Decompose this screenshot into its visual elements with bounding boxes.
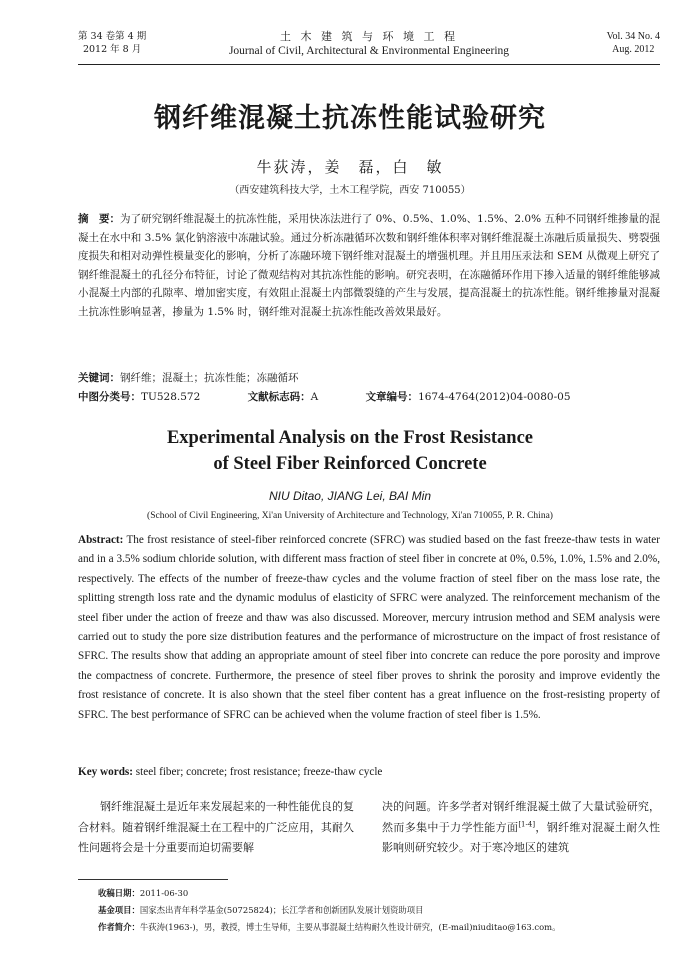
- keywords-en-text: steel fiber; concrete; frost resistance; freeze-thaw cycle: [135, 766, 383, 778]
- footnote-author: [98, 919, 670, 936]
- keywords-cn-text: 钢纤维；混凝土；抗冻性能；冻融循环: [120, 372, 299, 384]
- paper-title-en-line1: Experimental Analysis on the Frost Resistance: [166, 428, 534, 448]
- footnote-divider: [78, 879, 228, 880]
- header-divider: [78, 64, 660, 65]
- header-volume-en: Vol. 34 No. 4: [606, 31, 660, 42]
- header-issue-en: [607, 30, 660, 56]
- citation-ref: [1-4]: [518, 819, 536, 828]
- received-value: 2011-06-30: [139, 888, 189, 898]
- keywords-en: [78, 763, 660, 782]
- fund-value: 国家杰出青年科学基金(50725824)；长江学者和创新团队发展计划资助项目: [139, 905, 424, 915]
- footnote-fund: [98, 902, 670, 919]
- body-column-right: [382, 797, 660, 859]
- header-journal-name: [188, 30, 550, 58]
- abstract-en-text: The frost resistance of steel-fiber reinforced concrete (SFRC) was studied based on the fast freeze-thaw tests in water and in a 3.5% sodium chloride solution, with different mass fraction of steel fiber in concrete at 0%, 0.5%, 1.0%, 1.5% and 2.0%, respectively. The effects of the number of freeze-thaw cycles and the volume fraction of steel fiber on the mass lose rate, the splitting strength loss rate and the dynamic modulus of elasticity of SFRC were analyzed. The reinforcement mechanism of the steel fiber under the action of freeze and thaw was also discussed. Moreover, mercury intrusion method and SEM analysis were carried out to study the pore size distribution features and the performance of microstructure on the impact of frost resistance of SFRC. The results show that adding an appropriate amount of steel fiber into concrete can reduce the pore porosity and improve the compactness of concrete. Furthermore, the presence of steel fiber proves to shrink the porosity and improve evidently the frost resistance of concrete. It is also shown that the steel fiber content has a great influence on the frost-resisting property of SFRC. The best performance of SFRC can be achieved when the volume fraction of steel fiber is 1.5%.: [78, 534, 660, 721]
- fund-label: 基金项目：: [98, 905, 140, 915]
- body-column-left: 钢纤维混凝土是近年来发展起来的一种性能优良的复合材料。随着钢纤维混凝土在工程中的广泛应用，其耐久性问题将会是十分重要而迫切需要解: [78, 800, 354, 854]
- authors-cn: 牛荻涛，姜 磊，白 敏: [256, 158, 444, 176]
- body-right-text-1: 决的问题。许多学者对钢纤维混凝土做了大量试验研究，然而多集中于力学性能方面: [382, 800, 660, 834]
- running-header: [78, 30, 660, 66]
- keywords-en-label: Key words:: [78, 766, 133, 778]
- author-bio-value: 牛荻涛(1963-)，男，教授，博士生导师，主要从事混凝土结构耐久性设计研究，(E-mail)niuditao@163.com。: [139, 922, 561, 932]
- doc-code-value: A: [310, 391, 319, 403]
- article-number-value: 1674-4764(2012)04-0080-05: [418, 391, 571, 403]
- affiliation-en: (School of Civil Engineering, Xi'an University of Architecture and Technology, Xi'an 710055, P. R. China): [147, 511, 553, 521]
- abstract-en: [78, 531, 660, 725]
- paper-title-en-line2: of Steel Fiber Reinforced Concrete: [213, 454, 487, 474]
- paper-title-cn: 钢纤维混凝土抗冻性能试验研究: [154, 103, 546, 134]
- header-journal-en: Journal of Civil, Architectural & Environmental Engineering: [228, 45, 510, 57]
- clc-label: 中图分类号：: [78, 391, 141, 403]
- clc-number: [78, 391, 222, 403]
- footnote-received: [98, 885, 670, 902]
- document-code: [248, 391, 341, 403]
- affiliation-cn: （西安建筑科技大学，土木工程学院，西安 710055）: [229, 185, 471, 196]
- body-right-text-2: ，钢纤维对混凝土耐久性影响则研究较少。对于寒冷地区的建筑: [382, 820, 660, 854]
- header-volume-cn: 第 34 卷第 4 期: [78, 31, 147, 42]
- author-bio-label: 作者简介：: [98, 922, 140, 932]
- keywords-cn: [78, 369, 660, 388]
- abstract-en-label: Abstract:: [78, 534, 124, 546]
- abstract-cn-label: 摘 要：: [78, 213, 121, 225]
- keywords-cn-label: 关键词：: [78, 372, 120, 384]
- paper-title-en: [0, 425, 700, 477]
- received-label: 收稿日期：: [98, 888, 140, 898]
- header-date-en: Aug. 2012: [612, 44, 655, 55]
- doc-code-label: 文献标志码：: [247, 391, 311, 403]
- header-journal-cn: 土 木 建 筑 与 环 境 工 程: [280, 30, 458, 43]
- article-number-label: 文章编号：: [365, 391, 419, 403]
- clc-value: TU528.572: [141, 391, 201, 403]
- authors-en: NIU Ditao, JIANG Lei, BAI Min: [268, 489, 432, 503]
- header-issue-cn: [78, 30, 146, 56]
- classification-line: [78, 388, 660, 407]
- abstract-cn-text: 为了研究钢纤维混凝土的抗冻性能，采用快冻法进行了 0%、0.5%、1.0%、1.5%、2.0% 五种不同钢纤维掺量的混凝土在水中和 3.5% 氯化钠溶液中冻融试验。通过分析冻融循环次数和钢纤维体积率对钢纤维混凝土冻融后质量损失、劈裂强度损失和相对动弹性模量变化的影响，分析了冻融环境下钢纤维对混凝土的增强机理。并且用压汞法和 SEM 从微观上研究了钢纤维混凝土的孔径分布特征，讨论了微观结构对其抗冻性能的影响。研究表明，在冻融循环作用下掺入适量的钢纤维能够减小混凝土内部的孔隙率、增加密实度，有效阻止混凝土内部微裂缝的产生与发展，提高混凝土的抗冻性能。钢纤维掺量对混凝土抗冻性影响显著，掺量为 1.5% 时，钢纤维对混凝土抗冻性能改善效果最好。: [78, 213, 660, 318]
- article-number: [366, 391, 593, 403]
- header-date-cn: 2012 年 8 月: [82, 44, 142, 55]
- abstract-cn: [78, 210, 660, 322]
